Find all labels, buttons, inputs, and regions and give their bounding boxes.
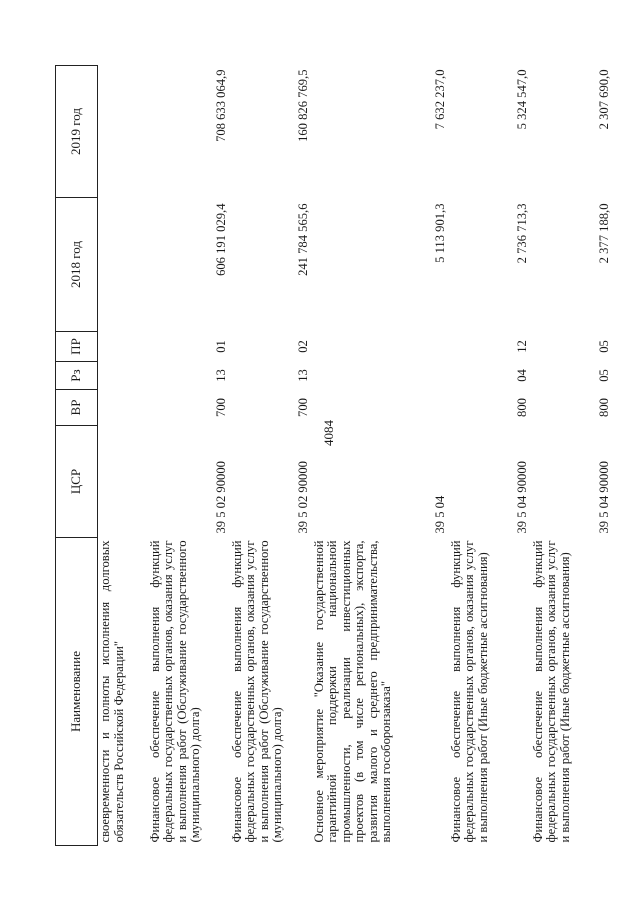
cell-2019: 7 632 237,0 (432, 69, 447, 130)
table-row (312, 66, 449, 846)
header-rz: Рз (56, 362, 98, 390)
cell-2019: 5 324 547,0 (514, 69, 529, 130)
cell-csr: 39 5 04 (432, 495, 447, 534)
header-pr: ПР (56, 332, 98, 362)
cell-csr: 39 5 02 90000 (295, 461, 310, 534)
cell-rz (312, 362, 449, 390)
cell-rz: 04 (514, 369, 529, 382)
table-row (449, 66, 531, 846)
budget-table (55, 65, 613, 846)
cell-pr: 12 (514, 340, 529, 353)
cell-2019: 2 307 690,0 (596, 69, 611, 130)
table-body (98, 66, 613, 846)
cell-2018: 606 191 029,4 (213, 203, 228, 276)
cell-rz: 13 (213, 369, 228, 382)
cell-pr (312, 332, 449, 362)
table-row (230, 66, 312, 846)
cell-csr (98, 426, 148, 538)
cell-pr: 02 (295, 340, 310, 353)
header-vr: ВР (56, 390, 98, 426)
cell-rz (98, 362, 148, 390)
table-row (148, 66, 230, 846)
cell-vr (312, 390, 449, 426)
cell-vr: 700 (213, 398, 228, 417)
cell-name: Финансовое обеспечение выполнения функций федеральных государственных органов, оказания услуг и выполнения работ (Иные бюджетные ассигнования) (448, 540, 490, 843)
cell-name: Финансовое обеспечение выполнения функций федеральных государственных органов, оказания услуг и выполнения работ (Обслуживание государственного (муниципального) долга) (147, 540, 203, 843)
cell-2018: 2 736 713,3 (514, 203, 529, 264)
cell-name: Основное мероприятие "Оказание государственной гарантийной поддержки национальной промышленности, реализации инвестиционных проектов (в том числе региональных), экспорта, развития малого и среднего предпринимательства, выполнения гособоронзаказа" (311, 540, 394, 843)
cell-2019 (98, 66, 148, 198)
cell-pr: 01 (213, 340, 228, 353)
table-row (98, 66, 148, 846)
cell-vr: 800 (514, 398, 529, 417)
cell-2018: 241 784 565,6 (295, 203, 310, 276)
budget-table-container (55, 66, 611, 846)
cell-csr: 39 5 04 90000 (596, 461, 611, 534)
cell-rz: 05 (596, 369, 611, 382)
table-header (56, 66, 98, 846)
page-number: 4084 (321, 420, 336, 446)
header-name: Наименование (56, 538, 98, 846)
cell-csr: 39 5 04 90000 (514, 461, 529, 534)
cell-csr: 39 5 02 90000 (213, 461, 228, 534)
cell-2018 (98, 198, 148, 332)
cell-name: Финансовое обеспечение выполнения функций федеральных государственных органов, оказания услуг и выполнения работ (Обслуживание государственного (муниципального) долга) (229, 540, 285, 843)
header-2018: 2018 год (56, 198, 98, 332)
cell-vr (98, 390, 148, 426)
cell-rz: 13 (295, 369, 310, 382)
header-2019: 2019 год (56, 66, 98, 198)
cell-2018: 2 377 188,0 (596, 203, 611, 264)
cell-pr (98, 332, 148, 362)
cell-vr: 800 (596, 398, 611, 417)
cell-name: своевременности и полноты исполнения долговых обязательств Российской Федерации" (98, 540, 126, 843)
table-row (531, 66, 613, 846)
cell-2019: 708 633 064,9 (213, 69, 228, 142)
cell-vr: 700 (295, 398, 310, 417)
cell-2019: 160 826 769,5 (295, 69, 310, 142)
cell-pr: 05 (596, 340, 611, 353)
header-csr: ЦСР (56, 426, 98, 538)
cell-2018: 5 113 901,3 (432, 203, 447, 263)
cell-name: Финансовое обеспечение выполнения функций федеральных государственных органов, оказания услуг и выполнения работ (Иные бюджетные ассигнования) (530, 540, 572, 843)
